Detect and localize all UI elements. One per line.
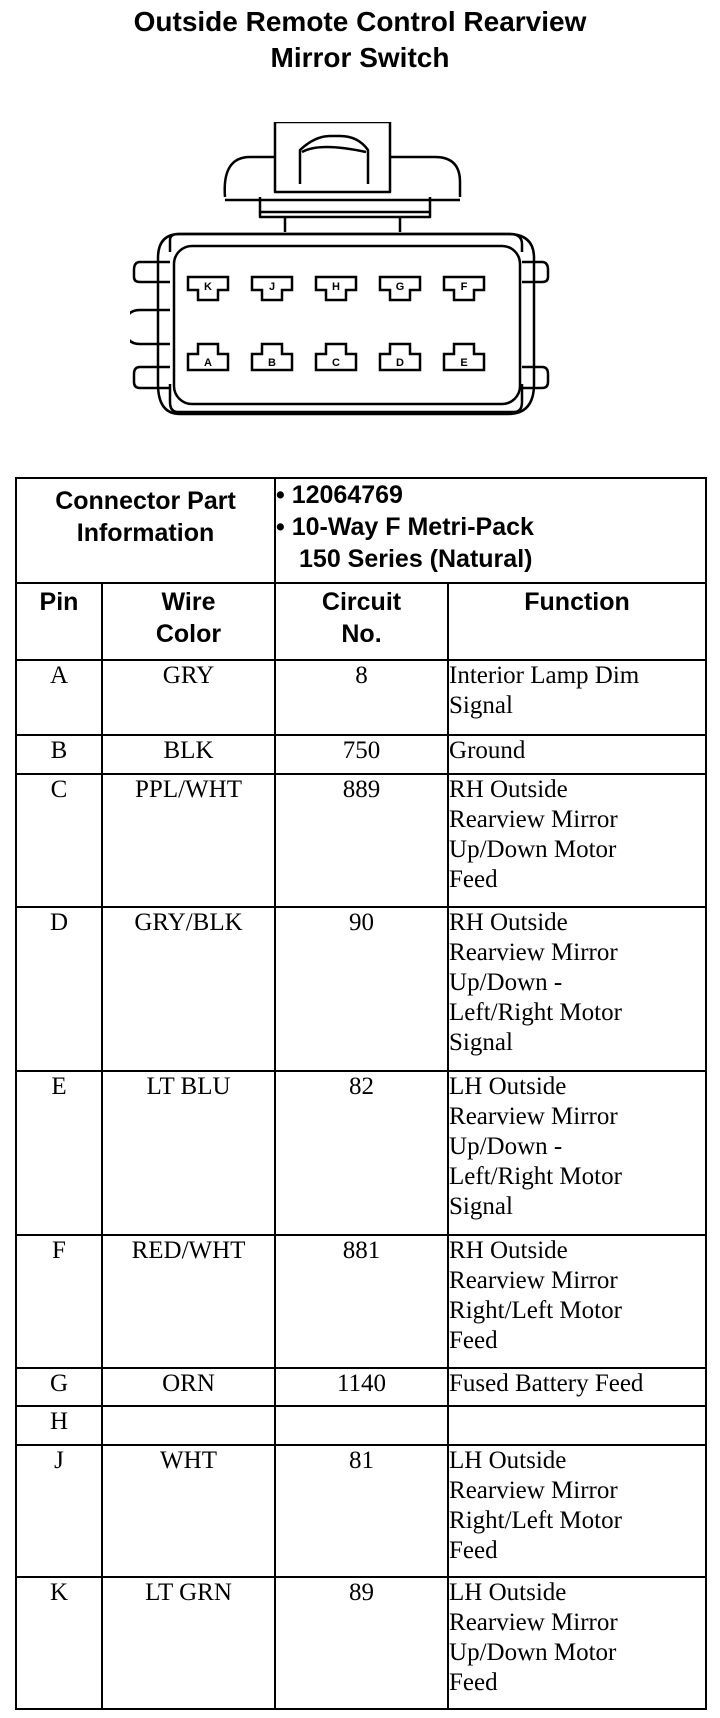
wire-color-cell: LT BLU <box>102 1071 275 1235</box>
connector-info-values <box>275 478 706 583</box>
table-row <box>16 1445 706 1578</box>
function-line: Feed <box>449 865 498 893</box>
pin-cell: G <box>16 1368 102 1407</box>
function-line: Left/Right Motor <box>449 998 622 1026</box>
pin-label-e: E <box>460 357 468 369</box>
page-title <box>0 4 720 76</box>
table-row <box>16 735 706 774</box>
table-row <box>16 1577 706 1709</box>
function-cell <box>448 1577 706 1709</box>
table-row <box>16 1235 706 1368</box>
header-function: Function <box>448 583 706 660</box>
function-line: Fused Battery Feed <box>449 1369 644 1397</box>
pin-cell: H <box>16 1406 102 1445</box>
connector-part-number: • 12064769 <box>276 481 403 509</box>
function-line: Feed <box>449 1536 498 1564</box>
pin-cell: E <box>16 1071 102 1235</box>
function-line: Up/Down - <box>449 1132 563 1160</box>
function-line: RH Outside <box>449 1236 568 1264</box>
function-line: Feed <box>449 1326 498 1354</box>
circuit-cell: 81 <box>275 1445 448 1578</box>
wire-color-cell: GRY <box>102 660 275 735</box>
pin-label-j: J <box>268 281 276 293</box>
function-line: Rearview Mirror <box>449 938 618 966</box>
header-wire-color: Wire Color <box>102 583 275 660</box>
function-line: RH Outside <box>449 908 568 936</box>
pin-cell: A <box>16 660 102 735</box>
pin-label-k: K <box>204 281 212 293</box>
function-cell <box>448 735 706 774</box>
circuit-cell: 90 <box>275 907 448 1071</box>
circuit-cell: 82 <box>275 1071 448 1235</box>
circuit-cell: 750 <box>275 735 448 774</box>
function-line: LH Outside <box>449 1446 567 1474</box>
function-cell <box>448 1406 706 1445</box>
function-line: Feed <box>449 1669 498 1697</box>
function-cell <box>448 660 706 735</box>
wire-color-cell: BLK <box>102 735 275 774</box>
pin-label-g: G <box>395 281 405 293</box>
pin-label-d: D <box>396 357 404 369</box>
wire-color-cell: WHT <box>102 1445 275 1578</box>
function-line: Signal <box>449 1028 513 1056</box>
function-line: Up/Down Motor <box>449 1639 617 1667</box>
connector-description-1: • 10-Way F Metri-Pack <box>276 513 534 541</box>
function-line: Rearview Mirror <box>449 1266 618 1294</box>
function-line: Up/Down - <box>449 968 563 996</box>
pin-label-h: H <box>332 281 340 293</box>
pin-label-b: B <box>268 357 276 369</box>
connector-description-2: 150 Series (Natural) <box>299 545 533 573</box>
wire-color-cell <box>102 1406 275 1445</box>
function-cell <box>448 1368 706 1407</box>
column-header-row <box>16 583 706 660</box>
connector-info-row <box>16 478 706 583</box>
table-row <box>16 774 706 907</box>
function-line: Right/Left Motor <box>449 1296 622 1324</box>
function-cell <box>448 1235 706 1368</box>
circuit-cell: 881 <box>275 1235 448 1368</box>
connector-info-label: Connector Part Information <box>16 478 275 583</box>
table-row <box>16 907 706 1071</box>
circuit-cell <box>275 1406 448 1445</box>
pin-label-c: C <box>332 357 340 369</box>
function-line: Rearview Mirror <box>449 1609 618 1637</box>
title-line-2: Mirror Switch <box>270 42 450 73</box>
circuit-cell: 889 <box>275 774 448 907</box>
function-line: Up/Down Motor <box>449 835 617 863</box>
circuit-cell: 89 <box>275 1577 448 1709</box>
pin-label-f: F <box>460 281 468 293</box>
wire-color-cell: GRY/BLK <box>102 907 275 1071</box>
table-row <box>16 1071 706 1235</box>
function-cell <box>448 1445 706 1578</box>
circuit-cell: 1140 <box>275 1368 448 1407</box>
table-row <box>16 660 706 735</box>
function-line: LH Outside <box>449 1072 567 1100</box>
function-cell <box>448 1071 706 1235</box>
wire-color-cell: LT GRN <box>102 1577 275 1709</box>
table-row <box>16 1406 706 1445</box>
pin-cell: C <box>16 774 102 907</box>
function-line: Rearview Mirror <box>449 805 618 833</box>
pinout-table <box>15 477 707 1710</box>
function-line: LH Outside <box>449 1579 567 1607</box>
header-pin: Pin <box>16 583 102 660</box>
table-row <box>16 1368 706 1407</box>
wire-color-cell: PPL/WHT <box>102 774 275 907</box>
function-line: Ground <box>449 737 526 765</box>
function-line: Right/Left Motor <box>449 1506 622 1534</box>
pin-cell: K <box>16 1577 102 1709</box>
function-line: RH Outside <box>449 775 568 803</box>
function-cell <box>448 774 706 907</box>
pin-cell: D <box>16 907 102 1071</box>
pin-label-a: A <box>204 357 212 369</box>
header-circuit-no: Circuit No. <box>275 583 448 660</box>
circuit-cell: 8 <box>275 660 448 735</box>
title-line-1: Outside Remote Control Rearview <box>133 6 587 37</box>
wire-color-cell: ORN <box>102 1368 275 1407</box>
pin-cell: J <box>16 1445 102 1578</box>
function-line: Rearview Mirror <box>449 1476 618 1504</box>
function-line: Signal <box>449 1192 513 1220</box>
function-line: Interior Lamp Dim <box>449 662 640 690</box>
pin-cell: B <box>16 735 102 774</box>
connector-diagram <box>130 122 590 462</box>
wire-color-cell: RED/WHT <box>102 1235 275 1368</box>
function-line: Rearview Mirror <box>449 1102 618 1130</box>
function-cell <box>448 907 706 1071</box>
function-line: Signal <box>449 692 513 720</box>
function-line: Left/Right Motor <box>449 1162 622 1190</box>
pin-cell: F <box>16 1235 102 1368</box>
